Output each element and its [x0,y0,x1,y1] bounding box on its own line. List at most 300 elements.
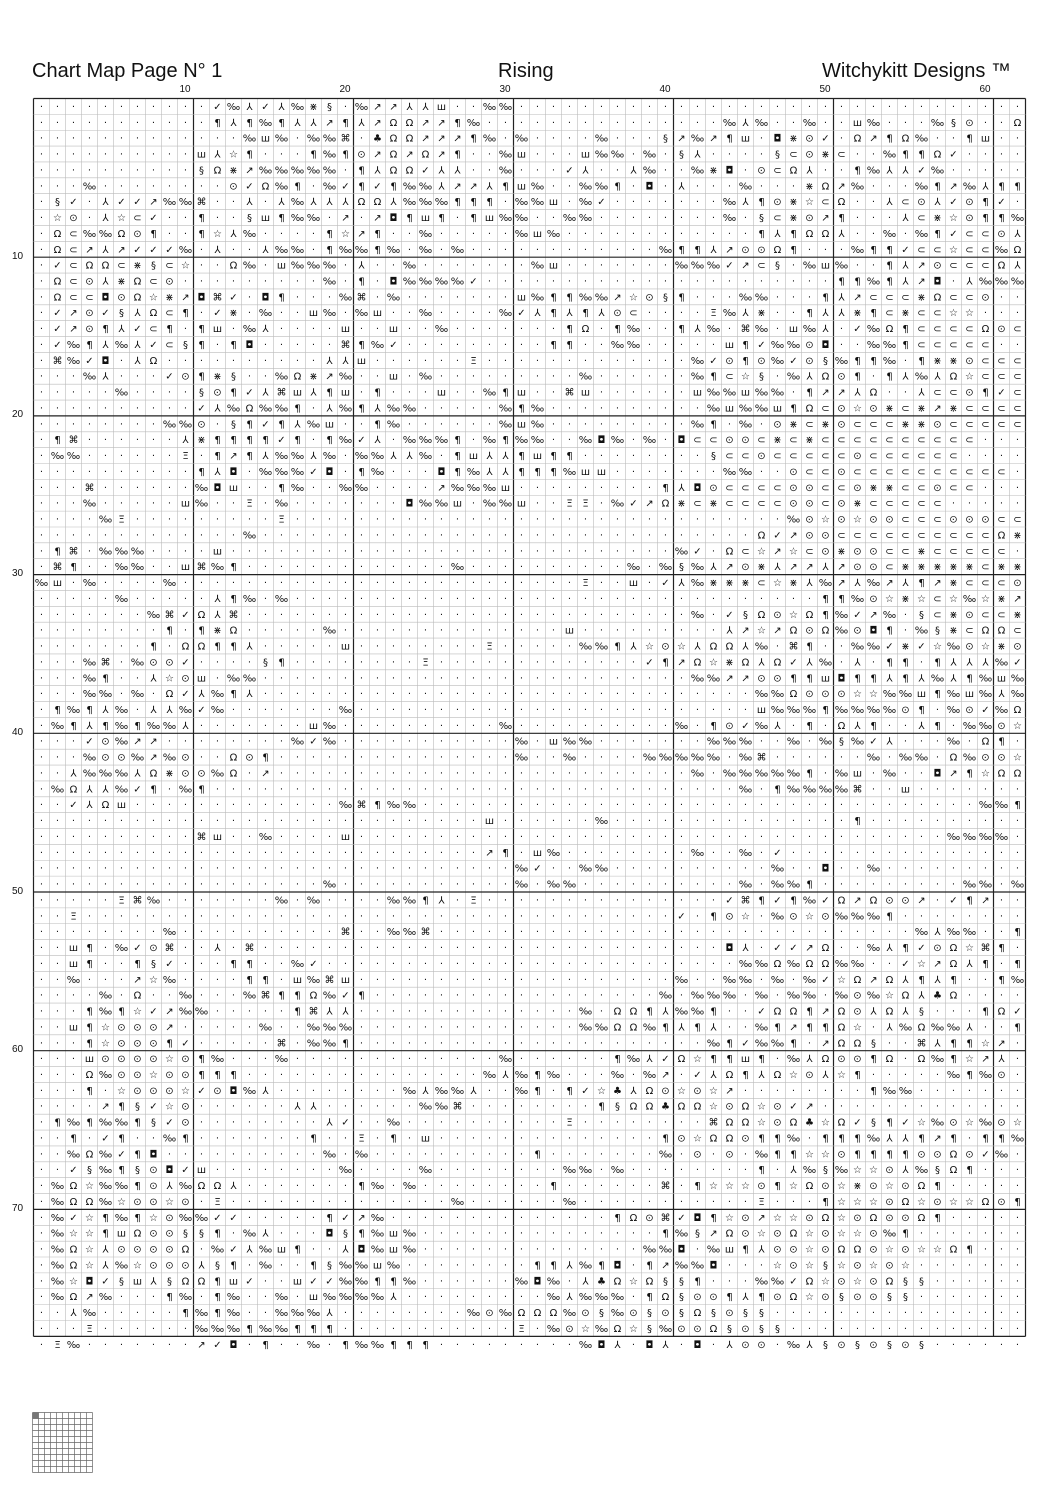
chart-cell-symbol: Ω [405,133,414,145]
chart-cell-symbol: · [375,292,380,304]
chart-cell-symbol: · [423,943,428,954]
chart-cell-symbol: ¶ [294,990,301,1002]
chart-cell-symbol: · [407,1212,412,1224]
chart-cell-symbol: · [519,625,524,637]
chart-cell-symbol: · [471,958,476,970]
chart-cell-symbol: · [711,1197,716,1208]
chart-cell-symbol: · [39,1133,44,1145]
chart-cell-symbol: ‰ [674,1260,689,1272]
chart-cell-symbol: ‰ [274,133,289,145]
chart-cell-symbol: Ω [629,1022,638,1034]
chart-cell-symbol: · [679,625,684,637]
chart-cell-symbol: ¶ [1014,1197,1021,1208]
chart-cell-symbol: · [359,879,364,891]
chart-cell-symbol: ⋇ [309,371,318,383]
chart-cell-symbol: ✓ [421,165,430,177]
chart-cell-symbol: · [295,641,300,653]
chart-cell-symbol: · [615,1197,620,1208]
chart-cell-symbol: · [423,1181,428,1193]
chart-cell-symbol: ↗ [149,752,158,764]
chart-cell-symbol: · [679,832,684,843]
chart-cell-symbol: Ω [949,371,958,383]
chart-cell-symbol: Ω [293,371,302,383]
chart-cell-symbol: · [407,228,412,240]
chart-cell-symbol: ⌘ [228,609,239,621]
chart-cell-symbol: · [199,800,204,812]
chart-cell-symbol: ‰ [706,324,721,336]
chart-cell-symbol: · [583,1070,588,1081]
chart-cell-symbol: · [135,482,140,494]
chart-cell-symbol: · [663,816,668,828]
chart-cell-symbol: ‰ [354,1260,369,1272]
chart-cell-symbol: · [615,800,620,812]
chart-cell-symbol: · [983,1323,988,1335]
chart-cell-symbol: · [359,133,364,145]
chart-cell-symbol: ⊙ [693,1149,702,1161]
chart-cell-symbol: ¶ [246,1323,253,1335]
chart-cell-symbol: ✓ [197,705,206,716]
chart-cell-symbol: · [439,1244,444,1256]
chart-cell-symbol: · [807,1085,812,1097]
chart-cell-symbol: ✓ [901,244,910,256]
chart-cell-symbol: · [263,1117,268,1129]
chart-cell-symbol: Ω [789,1292,798,1304]
chart-cell-symbol: ⊂ [853,530,862,542]
chart-cell-symbol: ⊂ [981,340,990,351]
chart-cell-symbol: ⅄ [358,117,365,129]
chart-cell-symbol: Ω [117,228,126,240]
chart-cell-symbol: · [535,1054,540,1066]
chart-cell-symbol: · [647,609,652,621]
chart-cell-symbol: ‰ [386,895,401,907]
chart-cell-symbol: · [807,244,812,256]
chart-cell-symbol: ⊂ [869,435,878,447]
chart-cell-symbol: · [583,911,588,923]
chart-cell-symbol: ⊂ [837,482,846,494]
chart-cell-symbol: ⋇ [949,578,958,589]
chart-cell-symbol: · [279,1117,284,1129]
chart-cell-symbol: ‰ [242,673,257,685]
chart-cell-symbol: ‰ [946,1070,961,1081]
chart-cell-symbol: Ω [389,165,398,177]
chart-cell-symbol: · [439,451,444,463]
chart-cell-symbol: · [663,324,668,336]
chart-cell-symbol: · [679,1339,684,1351]
chart-cell-symbol: Ω [853,1244,862,1256]
chart-cell-symbol: ‰ [882,689,897,701]
chart-cell-symbol: ⌘ [308,1006,319,1018]
chart-cell-symbol: ☆ [837,1228,846,1240]
chart-cell-symbol: · [599,419,604,431]
chart-cell-symbol: · [55,609,60,621]
chart-cell-symbol: · [439,974,444,986]
chart-cell-symbol: ⊂ [853,419,862,431]
chart-cell-symbol: · [423,689,428,701]
chart-cell-symbol: ‰ [850,244,865,256]
chart-cell-symbol: ✓ [181,609,190,621]
chart-cell-symbol: ‰ [178,705,193,716]
chart-cell-symbol: ⅄ [806,371,813,383]
chart-cell-symbol: · [247,705,252,716]
chart-cell-symbol: ‰ [738,768,753,780]
chart-cell-symbol: · [263,1038,268,1050]
chart-cell-symbol: · [231,657,236,669]
chart-cell-symbol: ↗ [789,530,798,542]
chart-cell-symbol: · [551,863,556,875]
chart-cell-symbol: § [823,1165,828,1177]
chart-cell-symbol: · [695,689,700,701]
chart-cell-symbol: · [327,863,332,875]
chart-cell-symbol: · [663,546,668,558]
chart-cell-symbol: ⊙ [837,689,846,701]
chart-cell-symbol: · [295,689,300,701]
chart-cell-symbol: ⋇ [133,260,142,272]
chart-cell-symbol: · [919,117,924,129]
chart-cell-symbol: ‰ [322,1292,337,1304]
chart-cell-symbol: ш [340,974,351,986]
chart-cell-symbol: · [807,101,812,113]
chart-cell-symbol: · [167,641,172,653]
chart-cell-symbol: · [599,482,604,494]
chart-cell-symbol: § [151,958,156,970]
chart-cell-symbol: · [471,609,476,621]
chart-cell-symbol: ‰ [66,1339,81,1351]
chart-cell-symbol: ⋇ [821,149,830,161]
chart-cell-symbol: · [439,689,444,701]
chart-cell-symbol: ⊙ [965,705,974,716]
chart-cell-symbol: · [439,784,444,796]
chart-cell-symbol: · [55,482,60,494]
chart-cell-symbol: · [407,324,412,336]
chart-cell-symbol: ‰ [770,974,785,986]
chart-cell-symbol: ‰ [306,1038,321,1050]
chart-cell-symbol: · [551,816,556,828]
chart-cell-symbol: ш [500,482,511,494]
chart-cell-symbol: · [631,625,636,637]
chart-cell-symbol: · [311,1070,316,1081]
chart-cell-symbol: · [103,847,108,859]
chart-cell-symbol: ‰ [994,276,1009,288]
chart-cell-symbol: ‰ [722,308,737,320]
chart-cell-symbol: ⊂ [837,451,846,463]
chart-cell-symbol: Ω [917,1022,926,1034]
chart-cell-symbol: · [999,879,1004,891]
chart-cell-symbol: · [231,816,236,828]
chart-cell-symbol: · [247,832,252,843]
chart-cell-symbol: · [119,1323,124,1335]
chart-cell-symbol: ⊙ [885,895,894,907]
chart-cell-symbol: · [231,832,236,843]
chart-cell-symbol: ⊂ [709,435,718,447]
chart-cell-symbol: · [583,260,588,272]
chart-cell-symbol: · [871,371,876,383]
chart-cell-symbol: · [615,228,620,240]
chart-cell-symbol: · [791,1085,796,1097]
chart-cell-symbol: · [247,927,252,939]
chart-cell-symbol: ‰ [690,355,705,367]
chart-cell-symbol: · [39,705,44,716]
chart-cell-symbol: Ξ [518,1323,525,1335]
chart-cell-symbol: · [967,498,972,510]
chart-cell-symbol: · [135,435,140,447]
chart-cell-symbol: ‰ [754,768,769,780]
chart-cell-symbol: · [279,768,284,780]
chart-cell-symbol: · [311,768,316,780]
chart-cell-symbol: ‰ [946,689,961,701]
chart-cell-symbol: ¶ [550,1260,557,1272]
chart-cell-symbol: · [39,1181,44,1193]
chart-cell-symbol: · [663,958,668,970]
chart-cell-symbol: · [615,927,620,939]
chart-cell-symbol: ◘ [837,673,846,685]
chart-cell-symbol: · [775,324,780,336]
chart-cell-symbol: ↗ [757,1212,766,1224]
chart-cell-symbol: ↗ [165,1006,174,1018]
chart-cell-symbol: ‰ [498,101,513,113]
chart-cell-symbol: ↗ [261,768,270,780]
chart-cell-symbol: · [183,800,188,812]
chart-cell-symbol: ¶ [662,1022,669,1034]
chart-cell-symbol: ‰ [514,1085,529,1097]
chart-cell-symbol: ✓ [533,863,542,875]
chart-cell-symbol: · [423,1276,428,1288]
chart-cell-symbol: · [711,1149,716,1161]
chart-cell-symbol: · [455,1323,460,1335]
chart-cell-symbol: · [471,1133,476,1145]
chart-cell-symbol: ‰ [98,990,113,1002]
chart-cell-symbol: · [39,974,44,986]
chart-cell-symbol: ⅄ [806,657,813,669]
chart-cell-symbol: ¶ [902,149,909,161]
chart-cell-symbol: Ω [101,260,110,272]
chart-cell-symbol: · [711,832,716,843]
chart-cell-symbol: · [439,943,444,954]
chart-cell-symbol: · [615,847,620,859]
chart-cell-symbol: ⊂ [69,276,78,288]
chart-cell-symbol: ◘ [597,1339,606,1351]
chart-cell-symbol: ‰ [386,800,401,812]
chart-cell-symbol: ◘ [149,1149,158,1161]
chart-cell-symbol: · [231,1117,236,1129]
chart-cell-symbol: · [695,292,700,304]
chart-cell-symbol: · [359,641,364,653]
chart-cell-symbol: · [503,1133,508,1145]
chart-cell-symbol: ✓ [133,244,142,256]
chart-cell-symbol: ш [228,482,239,494]
chart-cell-symbol: ⋇ [229,165,238,177]
chart-cell-symbol: Ω [805,609,814,621]
chart-cell-symbol: · [199,847,204,859]
chart-cell-symbol: · [199,260,204,272]
chart-cell-symbol: ⊂ [773,451,782,463]
chart-cell-symbol: · [999,1212,1004,1224]
chart-cell-symbol: · [295,1117,300,1129]
chart-cell-symbol: · [215,181,220,193]
chart-cell-symbol: · [119,578,124,589]
chart-cell-symbol: ⅄ [710,1022,717,1034]
chart-cell-symbol: Ω [933,149,942,161]
chart-cell-symbol: Ω [853,974,862,986]
chart-cell-symbol: Ω [709,1133,718,1145]
chart-cell-symbol: § [663,292,668,304]
chart-cell-symbol: · [647,911,652,923]
chart-cell-symbol: · [295,895,300,907]
chart-cell-symbol: ⊂ [885,546,894,558]
chart-cell-symbol: · [39,1022,44,1034]
chart-cell-symbol: · [551,244,556,256]
chart-cell-symbol: · [775,1165,780,1177]
chart-cell-symbol: ¶ [278,292,285,304]
chart-cell-symbol: ‰ [162,419,177,431]
chart-cell-symbol: ‰ [274,1308,289,1320]
chart-cell-symbol: · [919,1228,924,1240]
chart-cell-symbol: · [151,800,156,812]
chart-cell-symbol: ‰ [306,419,321,431]
chart-cell-symbol: Ω [949,990,958,1002]
chart-cell-symbol: · [311,673,316,685]
chart-cell-symbol: ⊂ [1013,419,1022,431]
chart-cell-symbol: · [263,1133,268,1145]
chart-cell-symbol: ⅄ [230,117,237,129]
chart-cell-symbol: ⊙ [149,1260,158,1272]
chart-cell-symbol: ⅄ [534,308,541,320]
chart-cell-symbol: ✓ [53,308,62,320]
chart-cell-symbol: ш [580,149,591,161]
chart-cell-symbol: ✓ [789,1101,798,1113]
chart-cell-symbol: ◘ [693,482,702,494]
chart-cell-symbol: ↗ [437,149,446,161]
chart-cell-symbol: ‰ [82,752,97,764]
chart-cell-symbol: ⊙ [933,943,942,954]
chart-cell-symbol: ⊙ [901,895,910,907]
chart-cell-symbol: · [487,562,492,574]
chart-cell-symbol: ‰ [82,181,97,193]
chart-cell-symbol: · [455,974,460,986]
chart-cell-symbol: · [439,1339,444,1351]
chart-cell-symbol: · [247,562,252,574]
chart-cell-symbol: · [935,800,940,812]
chart-cell-symbol: · [343,1133,348,1145]
chart-cell-symbol: · [295,847,300,859]
chart-cell-symbol: · [311,752,316,764]
chart-cell-symbol: ⅄ [886,1022,893,1034]
chart-cell-symbol: Ω [885,1276,894,1288]
chart-cell-symbol: ⊂ [949,419,958,431]
chart-cell-symbol: ‰ [546,847,561,859]
chart-cell-symbol: · [487,1149,492,1161]
chart-cell-symbol: · [951,1308,956,1320]
chart-cell-symbol: ¶ [662,657,669,669]
chart-cell-symbol: ✓ [821,133,830,145]
chart-cell-symbol: · [279,673,284,685]
chart-cell-symbol: ⊙ [997,324,1006,336]
chart-cell-symbol: ✓ [197,403,206,415]
chart-cell-symbol: · [807,752,812,764]
chart-cell-symbol: ⅄ [294,1101,301,1113]
chart-cell-symbol: § [919,1006,924,1018]
chart-cell-symbol: ‰ [290,260,305,272]
chart-cell-symbol: ¶ [198,324,205,336]
chart-cell-symbol: · [391,974,396,986]
chart-cell-symbol: ‰ [402,197,417,209]
chart-cell-symbol: ⊙ [853,1292,862,1304]
chart-cell-symbol: ‰ [546,228,561,240]
chart-cell-symbol: ‰ [210,689,225,701]
chart-cell-symbol: ‰ [578,1339,593,1351]
chart-cell-symbol: · [535,1323,540,1335]
chart-cell-symbol: · [503,1022,508,1034]
chart-cell-symbol: · [503,1117,508,1129]
chart-cell-symbol: ¶ [934,1212,941,1224]
chart-cell-symbol: ⊙ [805,514,814,526]
chart-cell-symbol: ⅄ [310,1101,317,1113]
chart-cell-symbol: · [999,1181,1004,1193]
chart-cell-symbol: ¶ [822,1197,829,1208]
chart-cell-symbol: ¶ [230,387,237,399]
chart-cell-symbol: ш [212,324,223,336]
chart-cell-symbol: · [327,832,332,843]
chart-cell-symbol: · [423,387,428,399]
chart-cell-symbol: ‰ [450,562,465,574]
chart-cell-symbol: ⊂ [917,324,926,336]
chart-cell-symbol: ⊂ [821,451,830,463]
chart-cell-symbol: · [183,181,188,193]
chart-cell-symbol: · [551,482,556,494]
chart-cell-symbol: ✓ [309,736,318,748]
chart-cell-symbol: ◘ [165,1165,174,1177]
chart-cell-symbol: · [535,355,540,367]
chart-cell-symbol: ⌘ [356,292,367,304]
chart-cell-symbol: ✓ [149,1101,158,1113]
chart-cell-symbol: · [727,800,732,812]
chart-cell-symbol: ⋇ [853,308,862,320]
chart-cell-symbol: · [599,387,604,399]
chart-cell-symbol: · [759,149,764,161]
chart-cell-symbol: ⊙ [805,355,814,367]
chart-cell-symbol: ‰ [962,720,977,732]
chart-cell-symbol: ‰ [370,1228,385,1240]
chart-cell-symbol: ¶ [230,641,237,653]
chart-cell-symbol: · [119,609,124,621]
chart-cell-symbol: · [55,1085,60,1097]
chart-cell-symbol: ¶ [710,720,717,732]
chart-cell-symbol: ⊂ [869,498,878,510]
chart-cell-symbol: ⊂ [949,387,958,399]
chart-cell-symbol: · [615,466,620,478]
chart-cell-symbol: · [391,1038,396,1050]
chart-cell-symbol: · [999,1339,1004,1351]
chart-cell-symbol: ⊙ [869,1228,878,1240]
chart-cell-symbol: ¶ [54,546,61,558]
chart-cell-symbol: · [535,943,540,954]
chart-cell-symbol: · [279,705,284,716]
chart-cell-symbol: · [183,736,188,748]
chart-cell-symbol: ¶ [454,149,461,161]
chart-cell-symbol: ⊙ [725,1101,734,1113]
chart-cell-symbol: ¶ [534,1085,541,1097]
chart-cell-symbol: · [679,419,684,431]
chart-cell-symbol: Ω [821,1212,830,1224]
chart-cell-symbol: Ω [533,1308,542,1320]
chart-cell-symbol: ‰ [738,292,753,304]
chart-cell-symbol: · [343,578,348,589]
chart-cell-symbol: ‰ [66,340,81,351]
chart-cell-symbol: ¶ [390,1339,397,1351]
chart-cell-symbol: ✓ [757,1006,766,1018]
chart-cell-symbol: ш [596,466,607,478]
chart-cell-symbol: ‰ [786,514,801,526]
chart-cell-symbol: ⊙ [917,1149,926,1161]
